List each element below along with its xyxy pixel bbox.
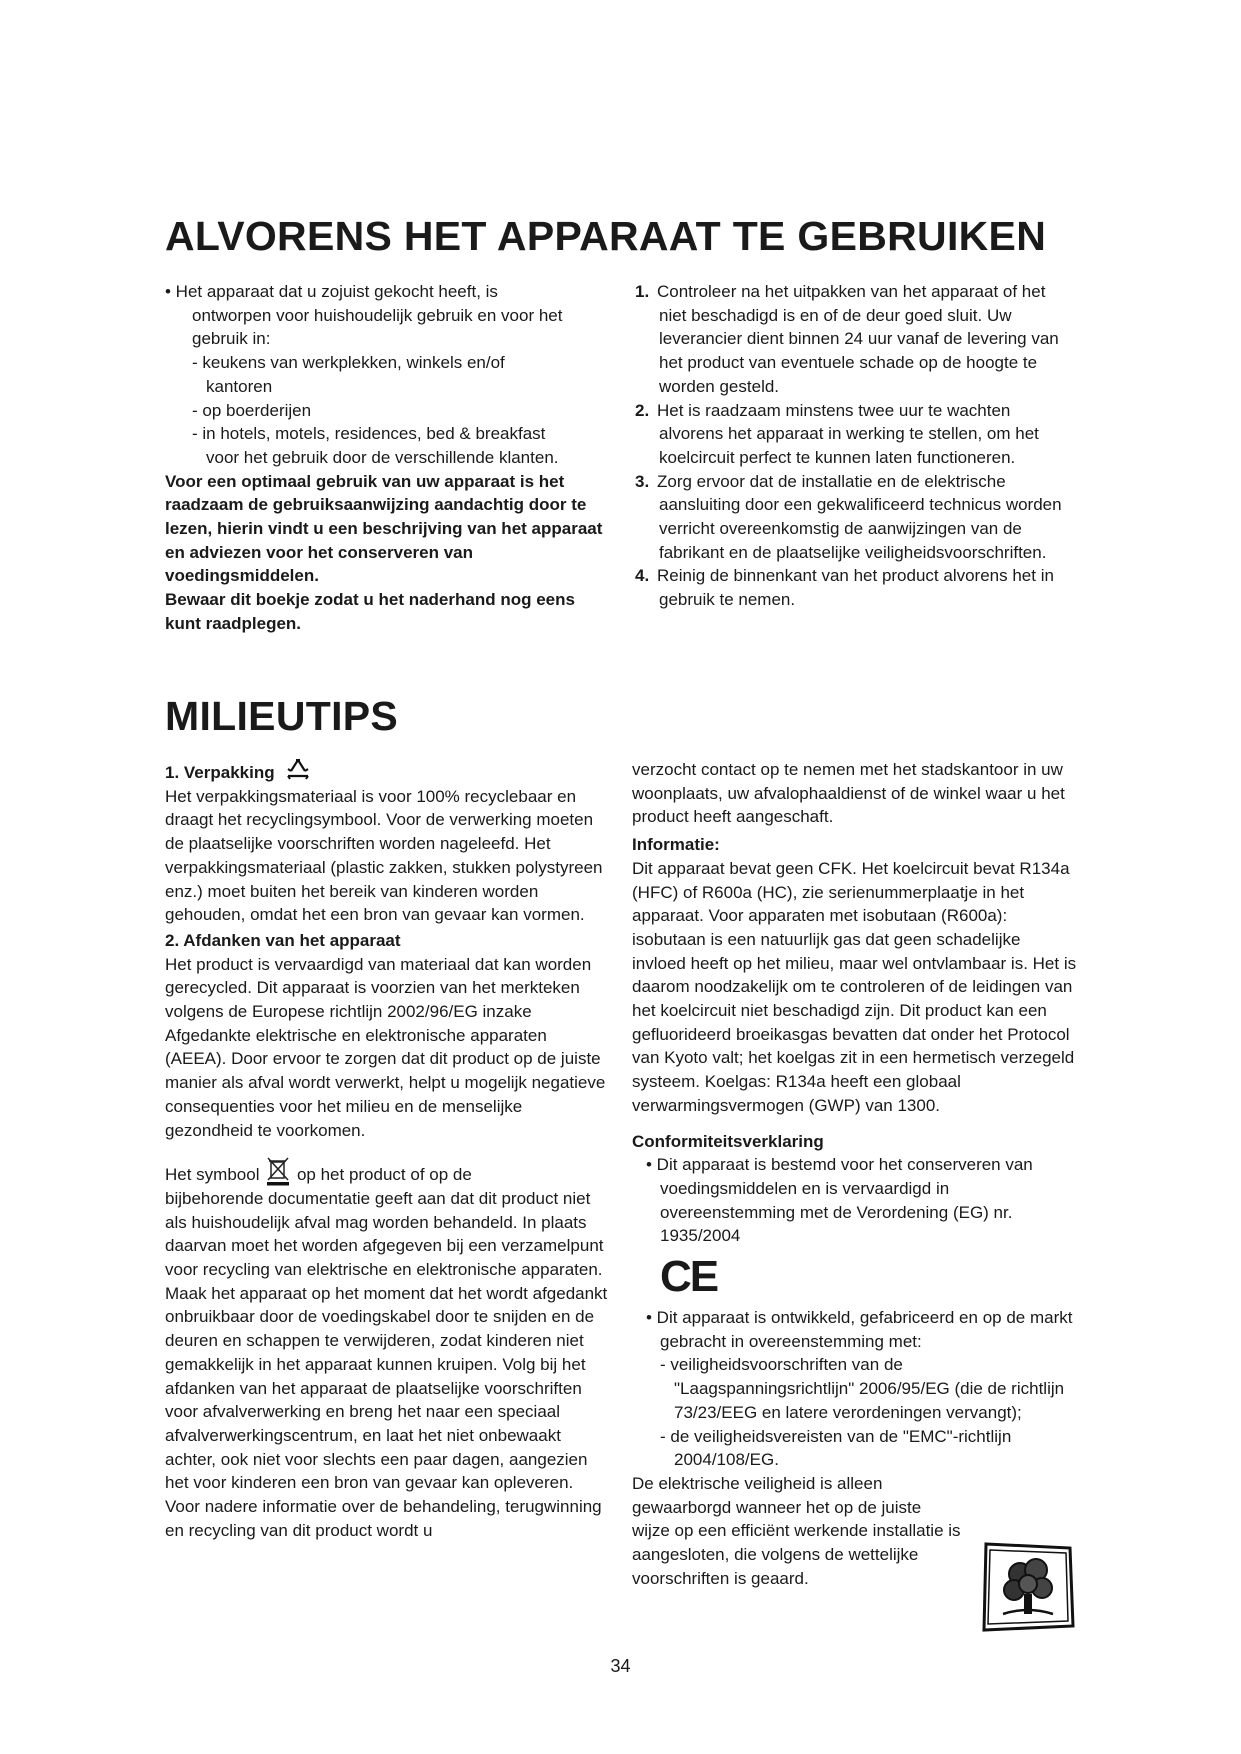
item-number: 1. <box>635 282 650 301</box>
conformity-title: Conformiteitsverklaring <box>632 1131 824 1151</box>
item-number: 2. <box>635 400 650 420</box>
symbol-line <box>165 1156 610 1187</box>
disposal-text-continued: bijbehorende documentatie geeft aan dat dit product niet als huishoudelijk afval mag worden behandeld. In plaats daarvan moet het worden afgegeven bij een verzamelpunt voor recycling van elektrische en elektronische apparaten. Maak het apparaat op het moment dat het wordt afgedankt onbruikbaar door de voedingskabel door te snijden en de deuren en schappen te verwijderen, zodat kinderen niet gemakkelijk in het apparaat kunnen kruipen. Volg bij het afdanken van het apparaat de plaatselijke voorschriften voor afvalverwerking en breng het naar een speciaal afvalverwerkingscentrum, en laat het niet onbewaakt achter, ook niet voor slechts een paar dagen, aangezien het voor kinderen een bron van gevaar kan opleveren. Voor nadere informatie over de behandeling, terugwinning en recycling van dit product wordt u <box>165 1188 608 1540</box>
ce-mark: CE <box>660 1252 718 1302</box>
before-use-right-column <box>632 280 1077 612</box>
numbered-item <box>632 470 1077 565</box>
intro-line: gebruik in: <box>192 329 271 349</box>
conformity-item: • Dit apparaat is ontwikkeld, gefabriceerd en op de markt gebracht in overeenstemming met: <box>646 1308 1073 1351</box>
item-number: 3. <box>635 471 650 491</box>
packaging-text: Het verpakkingsmateriaal is voor 100% recyclebaar en draagt het recyclingsymbool. Voor de verwerking moeten de plaatselijke voorschriften worden nageleefd. Het verpakkingsmateriaal (plastic zakken, stukken polystyreen enz.) moet buiten het bereik van kinderen worden gehouden, omdat het een bron van gevaar kan vormen. <box>165 786 603 925</box>
list-item: kantoren <box>206 376 273 396</box>
numbered-item <box>632 564 1077 611</box>
disposal-text: Het product is vervaardigd van materiaal dat kan worden gerecycled. Dit apparaat is voorzien van het merkteken volgens de Europese richtlijn 2002/96/EG inzake Afgedankte elektrische en elektronische apparaten (AEEA). Door ervoor te zorgen dat dit product op de juiste manier als afval wordt verwerkt, helpt u mogelijk negatieve consequenties voor het milieu en de menselijke gezondheid te voorkomen. <box>165 954 606 1140</box>
list-item: - in hotels, motels, residences, bed & breakfast <box>192 424 546 444</box>
list-item: voor het gebruik door de verschillende klanten. <box>206 447 559 467</box>
item-text: Het is raadzaam minstens twee uur te wachten alvorens het apparaat in werking te stellen, om het koelcircuit perfect te kunnen laten functioneren. <box>657 400 1039 467</box>
intro-line: • Het apparaat dat u zojuist gekocht heeft, is <box>165 282 498 301</box>
list-item: - op boerderijen <box>192 400 312 420</box>
before-use-left-column <box>165 280 610 636</box>
environment-right-column <box>632 758 1077 1591</box>
conformity-subitem: - veiligheidsvoorschriften van de "Laagspanningsrichtlijn" 2006/95/EG (die de richtlijn 73/23/EEG en latere verordeningen vervangt); <box>660 1355 1065 1422</box>
ce-mark-container <box>632 1248 1077 1306</box>
contact-text: verzocht contact op te nemen met het stadskantoor in uw woonplaats, uw afvalophaaldienst of de winkel waar u het product heeft aangeschaft. <box>632 760 1065 827</box>
numbered-item <box>632 280 1077 399</box>
bold-advice: Voor een optimaal gebruik van uw apparaat is het raadzaam de gebruiksaanwijzing aandachtig door te lezen, hierin vindt u een beschrijving van het apparaat en adviezen voor het conserveren van voedingsmiddelen. <box>165 471 603 586</box>
symbol-pre-text: Het symbool <box>165 1165 260 1185</box>
section-title-before-use: ALVORENS HET APPARAAT TE GEBRUIKEN <box>165 213 1047 259</box>
section-title-environment: MILIEUTIPS <box>165 693 399 739</box>
page-number: 34 <box>610 1656 631 1676</box>
info-text: Dit apparaat bevat geen CFK. Het koelcircuit bevat R134a (HFC) of R600a (HC), zie serienummerplaatje in het apparaat. Voor apparaten met isobutaan (R600a): isobutaan is een natuurlijk gas dat geen schadelijke invloed heeft op het milieu, maar wel ontvlambaar is. Het is daarom noodzakelijk om te controleren of de leidingen van het koelcircuit niet beschadigd zijn. Dit product kan een gefluorideerd broeikasgas bevatten dat onder het Protocol van Kyoto valt; het koelgas zit in een hermetisch verzegeld systeem. Koelgas: R134a heeft een globaal verwarmingsvermogen (GWP) van 1300. <box>632 858 1077 1115</box>
symbol-post-text: op het product of op de <box>296 1165 472 1185</box>
list-item: - keukens van werkplekken, winkels en/of <box>192 353 505 373</box>
item-text: Controleer na het uitpakken van het apparaat of het niet beschadigd is en of de deur goed sluit. Uw leverancier dient binnen 24 uur vanaf de levering van het product van eventuele schade op de hoogte te worden gesteld. <box>657 282 1059 396</box>
numbered-item <box>632 399 1077 470</box>
item-text: Zorg ervoor dat de installatie en de elektrische aansluiting door een gekwalificeerd technicus worden verricht overeenkomstig de aanwijzingen van de fabrikant en de plaatselijke veiligheidsvoorschriften. <box>657 471 1062 562</box>
disposal-title: 2. Afdanken van het apparaat <box>165 930 401 950</box>
conformity-item: • Dit apparaat is bestemd voor het conserveren van voedingsmiddelen en is vervaardigd in overeenstemming met de Verordening (EG) nr. 1935/2004 <box>646 1155 1033 1246</box>
environment-left-column <box>165 758 610 1543</box>
item-text: Reinig de binnenkant van het product alvorens het in gebruik te nemen. <box>657 566 1054 610</box>
environment-tree-logo <box>978 1538 1078 1633</box>
recycle-icon <box>283 758 313 782</box>
closing-text: De elektrische veiligheid is alleen gewaarborgd wanneer het op de juiste wijze op een efficiënt werkende installatie is aangesloten, die volgens de wettelijke voorschriften is geaard. <box>632 1473 961 1588</box>
intro-line: ontworpen voor huishoudelijk gebruik en voor het <box>192 305 563 325</box>
info-title: Informatie: <box>632 835 720 855</box>
item-number: 4. <box>635 566 650 586</box>
crossed-bin-icon <box>265 1156 291 1186</box>
bold-advice: Bewaar dit boekje zodat u het naderhand nog eens kunt raadplegen. <box>165 590 575 633</box>
conformity-subitem: - de veiligheidsvereisten van de "EMC"-richtlijn 2004/108/EG. <box>660 1426 1012 1470</box>
subsection-title <box>165 758 610 785</box>
packaging-title: 1. Verpakking <box>165 763 275 782</box>
